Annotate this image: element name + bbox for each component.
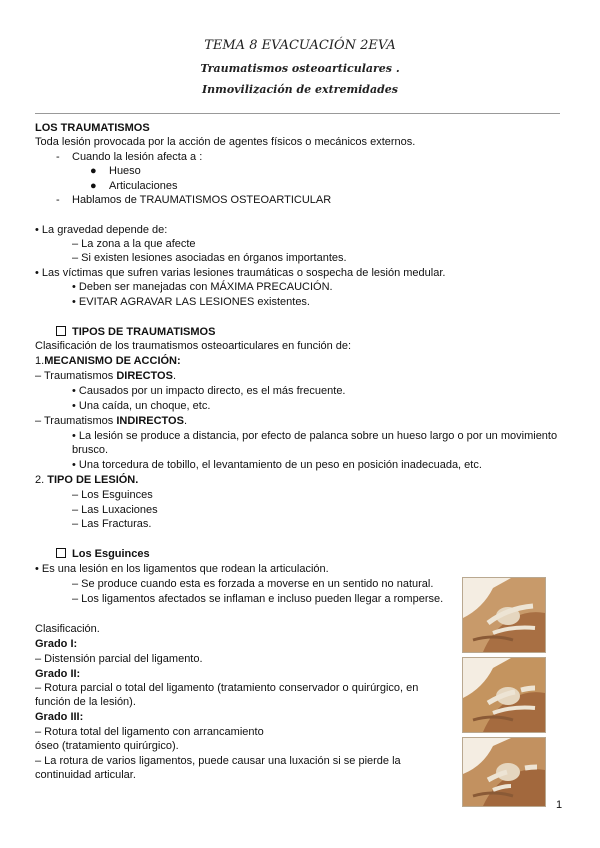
list-item: • Una caída, un choque, etc. (72, 400, 211, 412)
list-item: • Causados por un impacto directo, es el más frecuente. (72, 385, 346, 397)
hablamos: Hablamos de TRAUMATISMOS OSTEOARTICULAR (72, 194, 332, 206)
lesion-afecta: Cuando la lesión afecta a : (72, 151, 203, 163)
grado-1-text: – Distensión parcial del ligamento. (35, 653, 203, 665)
page-number: 1 (556, 799, 563, 811)
grado-2-label: Grado II: (35, 668, 81, 680)
page-title: TEMA 8 EVACUACIÓN 2EVA (204, 38, 396, 53)
indirectos-palanca: • La lesión se produce a distancia, por efecto de palanca sobre un hueso largo o por un movimiento brusco. (72, 430, 558, 456)
gravedad-zona: – La zona a la que afecte (72, 238, 196, 250)
traumatismos-directos: – Traumatismos DIRECTOS. (35, 370, 177, 382)
section-heading-esguinces: Los Esguinces (56, 547, 150, 561)
list-item: Articulaciones (109, 180, 178, 192)
checkbox-icon (56, 548, 66, 558)
list-item: – Las Fracturas. (72, 518, 152, 530)
checkbox-icon (56, 326, 66, 336)
maxima-precaucion: • Deben ser manejadas con MÁXIMA PRECAUCIÓN. (72, 281, 333, 293)
tipo-lesion: 2. TIPO DE LESIÓN. (35, 474, 139, 486)
grado-3-text: – Rotura total del ligamento con arrancamiento (35, 726, 264, 738)
tipos-clasificacion: Clasificación de los traumatismos osteoarticulares en función de: (35, 340, 352, 352)
mecanismo-accion: 1.MECANISMO DE ACCIÓN: (35, 355, 181, 367)
grado-1-label: Grado I: (35, 638, 78, 650)
bullet-marker: ● (90, 180, 97, 192)
indirectos-ejemplo: • Una torcedura de tobillo, el levantamiento de un peso en posición inadecuada, etc. (72, 459, 482, 471)
victimas: • Las víctimas que sufren varias lesiones traumáticas o sospecha de lesión medular. (35, 267, 446, 279)
section-heading-tipos: TIPOS DE TRAUMATISMOS (56, 325, 215, 339)
ankle-sprain-grade-2-image (462, 657, 546, 733)
gravedad: • La gravedad depende de: (35, 224, 168, 236)
bullet-marker: ● (90, 165, 97, 177)
ankle-sprain-grade-3-image (462, 737, 546, 807)
grado-3-luxacion: – La rotura de varios ligamentos, puede causar una luxación si se pierde la continuidad articular. (35, 755, 401, 781)
dash-marker: - (56, 151, 60, 163)
header-divider (35, 113, 560, 114)
page-subtitle: Traumatismos osteoarticulares . (200, 62, 400, 75)
section-heading-traumatismos: LOS TRAUMATISMOS (35, 122, 150, 134)
esguince-forzada: – Se produce cuando esta es forzada a moverse en un sentido no natural. (72, 578, 434, 590)
list-item: – Los Esguinces (72, 489, 153, 501)
traumatismos-intro: Toda lesión provocada por la acción de agentes físicos o mecánicos externos. (35, 136, 416, 148)
traumatismos-indirectos: – Traumatismos INDIRECTOS. (35, 415, 188, 427)
grado-3-label: Grado III: (35, 711, 84, 723)
gravedad-organos: – Si existen lesiones asociadas en órganos importantes. (72, 252, 347, 264)
esguince-inflaman: – Los ligamentos afectados se inflaman e incluso pueden llegar a romperse. (72, 593, 444, 605)
list-item: – Las Luxaciones (72, 504, 158, 516)
esguince-definicion: • Es una lesión en los ligamentos que rodean la articulación. (35, 563, 329, 575)
clasificacion: Clasificación. (35, 623, 100, 635)
ankle-sprain-grade-1-image (462, 577, 546, 653)
grado-2-text: – Rotura parcial o total del ligamento (tratamiento conservador o quirúrgico, en función de la lesión). (35, 682, 419, 708)
evitar-agravar: • EVITAR AGRAVAR LAS LESIONES existentes. (72, 296, 310, 308)
list-item: Hueso (109, 165, 141, 177)
dash-marker: - (56, 194, 60, 206)
page-subtitle-2: Inmovilización de extremidades (202, 83, 398, 96)
grado-3-text: óseo (tratamiento quirúrgico). (35, 740, 179, 752)
